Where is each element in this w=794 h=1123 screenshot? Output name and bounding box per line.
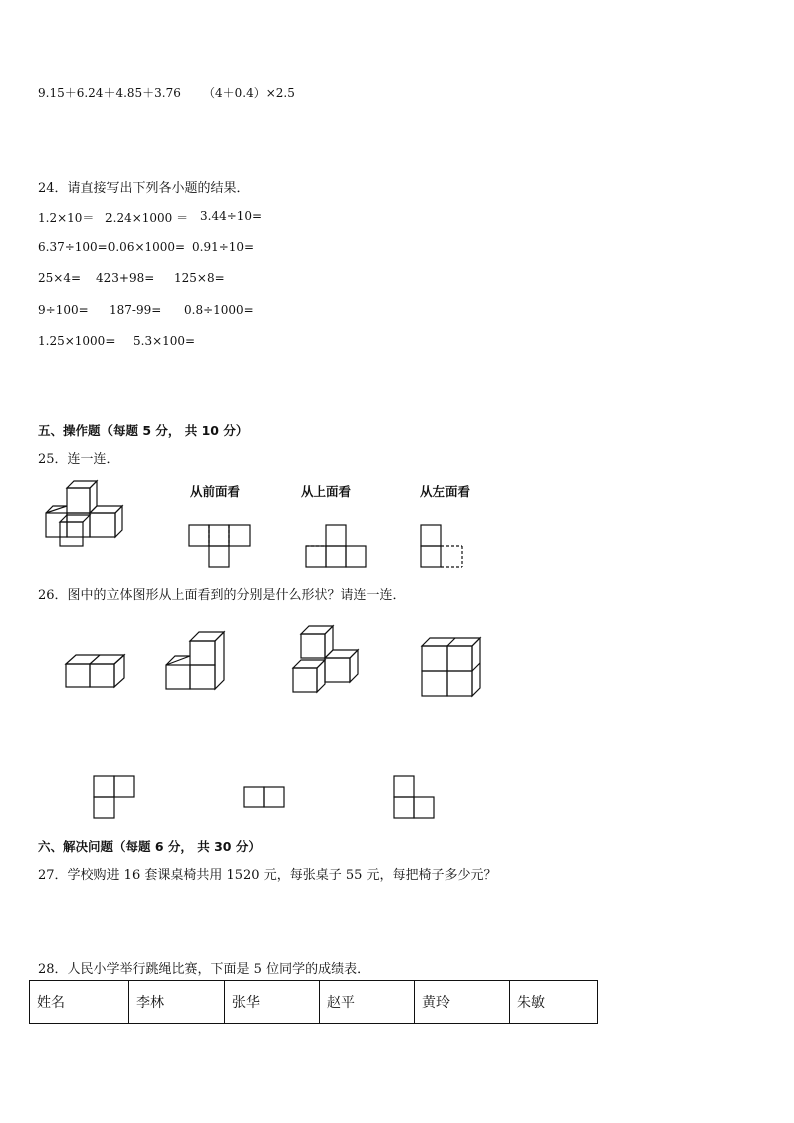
q26-solid-3 — [291, 624, 363, 696]
q24-title: 24．请直接写出下列各小题的结果． — [38, 181, 250, 196]
view-label-left: 从左面看 — [420, 484, 471, 499]
q23-expression-1: 9.15＋6.24＋4.85＋3.76 — [38, 86, 181, 100]
q25-title: 25．连一连． — [38, 452, 120, 467]
q24-item: 9÷100= — [38, 303, 89, 317]
table-header-cell: 姓名 — [30, 981, 129, 1024]
q24-item: 187-99= — [109, 303, 162, 317]
q24-item: 423+98= — [96, 271, 155, 285]
q26-top-shape-1 — [93, 775, 137, 819]
q24-item: 25×4= — [38, 271, 82, 285]
q24-item: 5.3×100= — [133, 334, 196, 348]
q24-item: 2.24×1000 ＝ — [105, 211, 189, 225]
q26-top-shape-2 — [243, 786, 287, 810]
q24-item: 0.8÷1000= — [184, 303, 254, 317]
view-label-top: 从上面看 — [301, 484, 352, 499]
table-header-cell: 朱敏 — [510, 981, 598, 1024]
q24-item: 6.37÷100=0.06×1000= — [38, 240, 186, 254]
q28-title: 28．人民小学举行跳绳比赛，下面是 5 位同学的成绩表． — [38, 962, 371, 977]
q24-item: 1.2×10＝ — [38, 211, 95, 225]
q25-view-shape-1 — [188, 524, 252, 568]
table-header-cell: 赵平 — [320, 981, 415, 1024]
table-row — [30, 981, 598, 1024]
view-label-front: 从前面看 — [190, 484, 241, 499]
q26-solid-4 — [420, 636, 484, 700]
table-header-cell: 张华 — [225, 981, 320, 1024]
section-5-title: 五、操作题（每题 5 分， 共 10 分） — [38, 423, 249, 438]
score-table — [29, 980, 598, 1024]
q25-solid-figure — [42, 478, 142, 550]
q26-solid-1 — [64, 650, 128, 690]
q24-item: 125×8= — [174, 271, 225, 285]
q24-item: 0.91÷10= — [192, 240, 255, 254]
q27-title: 27．学校购进 16 套课桌椅共用 1520 元，每张桌子 55 元，每把椅子多少元？ — [38, 868, 497, 883]
q24-item: 3.44÷10= — [200, 209, 263, 223]
q25-view-shape-2 — [305, 524, 367, 568]
q26-title: 26．图中的立体图形从上面看到的分别是什么形状？请连一连． — [38, 588, 406, 603]
q25-view-shape-3 — [420, 524, 464, 568]
table-header-cell: 黄玲 — [415, 981, 510, 1024]
q26-top-shape-3 — [393, 775, 437, 819]
q24-item: 1.25×1000= — [38, 334, 116, 348]
q26-solid-2 — [164, 630, 228, 692]
table-header-cell: 李林 — [129, 981, 225, 1024]
section-6-title: 六、解决问题（每题 6 分， 共 30 分） — [38, 839, 261, 854]
q23-expression-2: （4＋0.4）×2.5 — [203, 86, 295, 100]
